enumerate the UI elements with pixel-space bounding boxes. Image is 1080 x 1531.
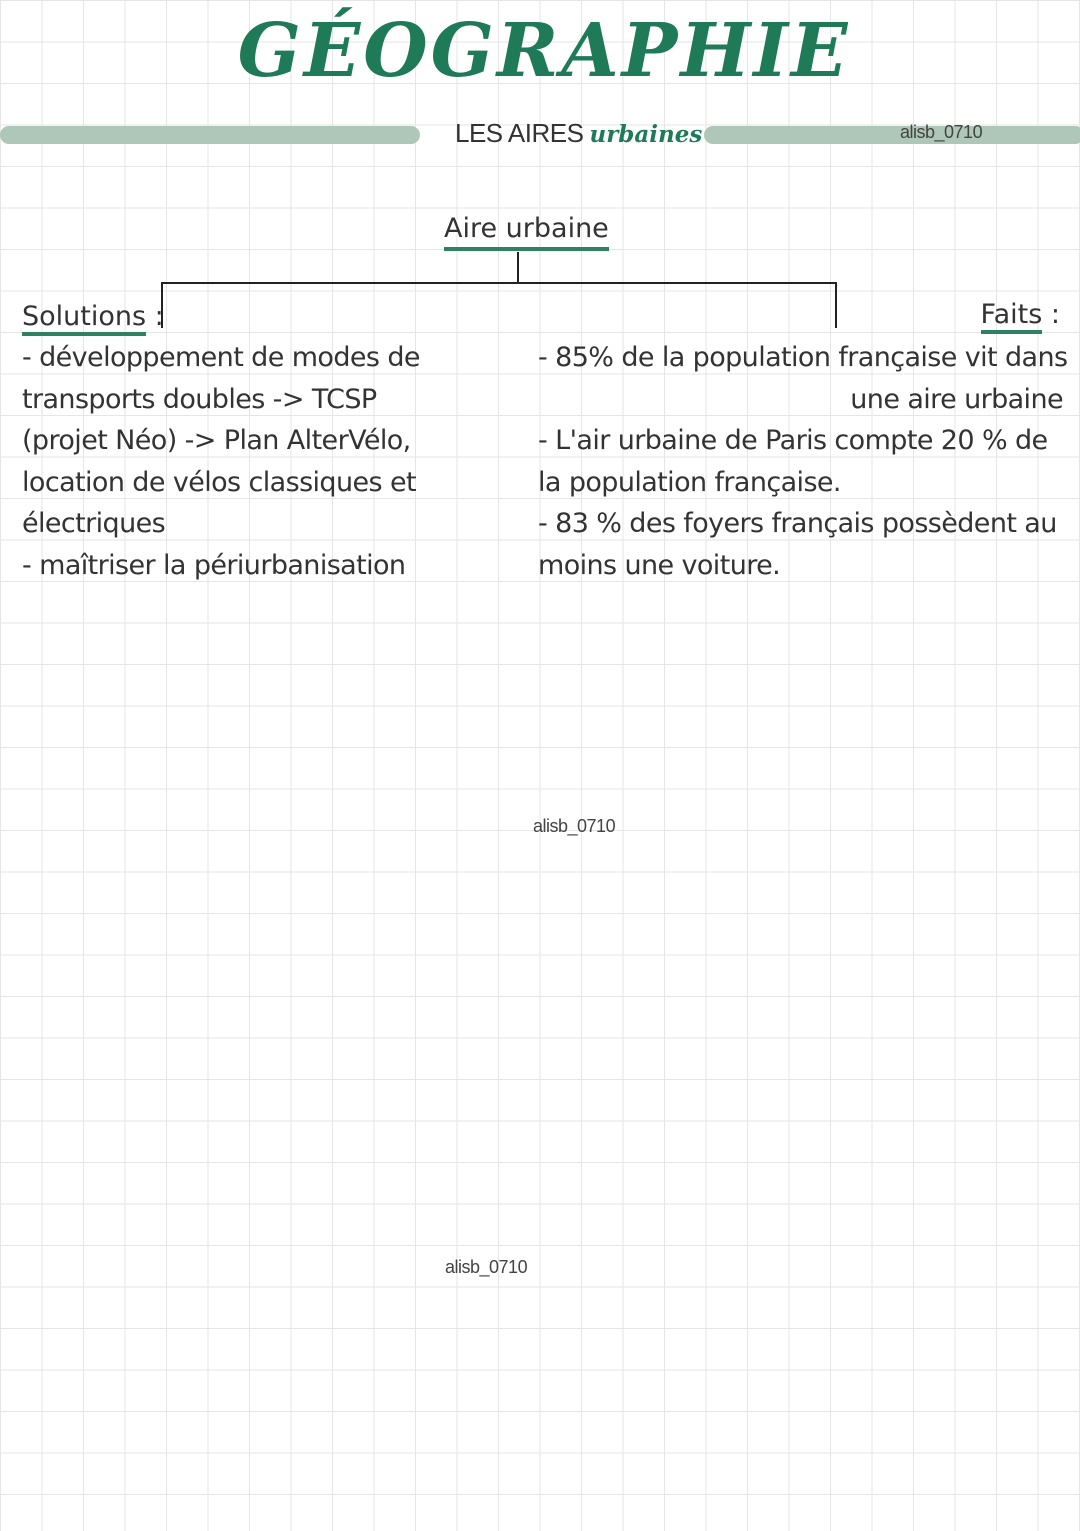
solutions-line: - développement de modes de — [22, 342, 420, 373]
solutions-line: électriques — [22, 508, 166, 539]
solutions-line: - maîtriser la périurbanisation — [22, 549, 406, 581]
faits-heading-label: Faits — [981, 299, 1043, 334]
page-title: GÉOGRAPHIE — [237, 8, 851, 94]
watermark-middle: alisb_0710 — [533, 816, 616, 836]
faits-line: une aire urbaine — [850, 383, 1063, 415]
solutions-line: location de vélos classiques et — [22, 466, 416, 498]
faits-heading-colon: : — [1042, 299, 1060, 330]
solutions-list — [22, 337, 422, 586]
connector-bar — [161, 282, 837, 284]
faits-heading — [981, 298, 1060, 332]
central-node: Aire urbaine — [444, 212, 609, 251]
subtitle-accent: urbaines — [589, 121, 703, 148]
faits-line: la population française. — [538, 466, 841, 498]
watermark-bottom: alisb_0710 — [445, 1257, 528, 1277]
header-band-right — [704, 126, 1080, 144]
faits-line: - 83 % des foyers français possèdent au — [538, 508, 1057, 539]
faits-line: - 85% de la population française vit dans — [538, 342, 1068, 373]
subtitle-plain: LES AIRES — [455, 118, 584, 148]
solutions-heading — [22, 300, 164, 334]
solutions-heading-label: Solutions — [22, 301, 146, 336]
watermark-top: alisb_0710 — [900, 122, 983, 142]
subtitle — [455, 118, 702, 149]
solutions-heading-colon: : — [146, 301, 164, 332]
faits-line: - L'air urbaine de Paris compte 20 % de — [538, 425, 1048, 456]
connector-leg-right — [835, 282, 837, 328]
connector-stem — [517, 252, 519, 283]
solutions-line: (projet Néo) -> Plan AlterVélo, — [22, 425, 411, 456]
faits-line: moins une voiture. — [538, 549, 781, 581]
header-band-left — [0, 126, 420, 144]
solutions-line: transports doubles -> TCSP — [22, 383, 377, 415]
faits-list — [538, 337, 1068, 586]
